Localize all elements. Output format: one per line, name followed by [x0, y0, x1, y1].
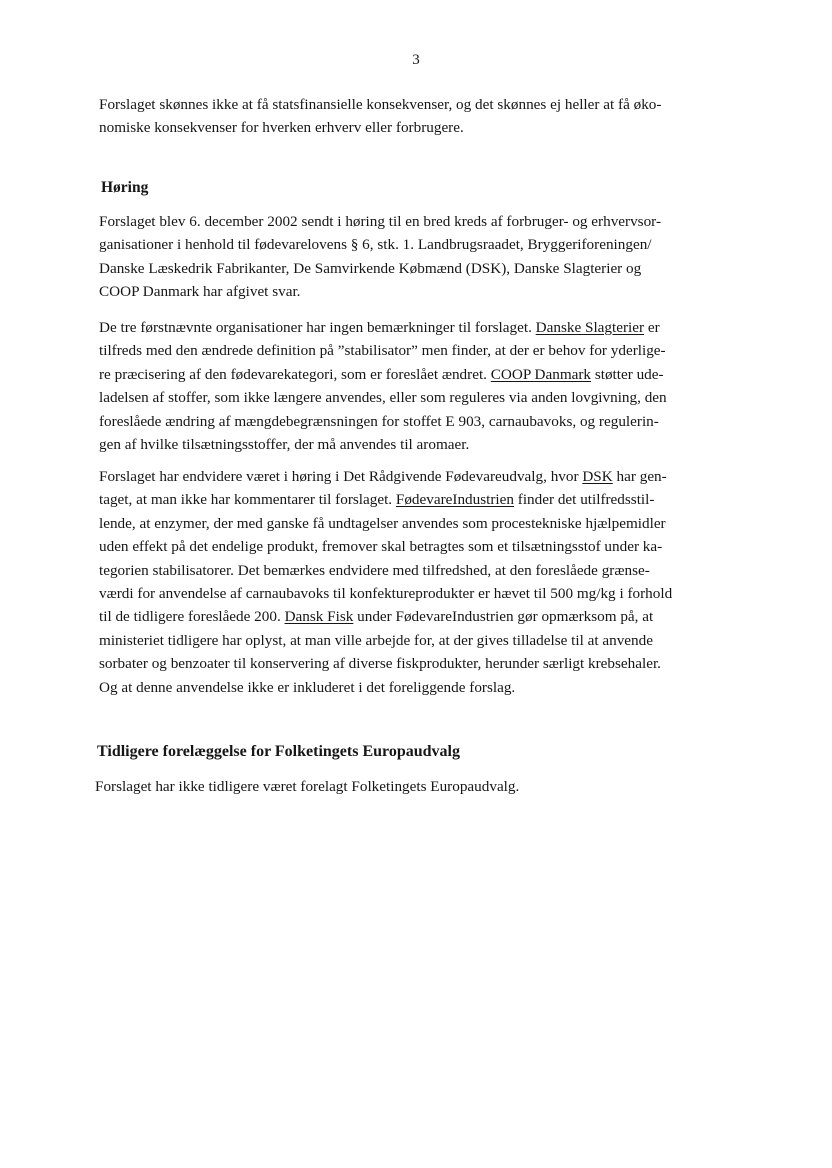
- text-segment: re præcisering af den fødevarekategori, som er foreslået ændret.: [99, 365, 491, 383]
- org-dansk-fisk: Dansk Fisk: [284, 608, 354, 626]
- page-number: 3: [412, 52, 420, 68]
- text-segment: De tre førstnævnte organisationer har ingen bemærkninger til forslaget.: [99, 319, 536, 336]
- text-line: [99, 316, 739, 339]
- text-line: Forslaget skønnes ikke at få statsfinansielle konsekvenser, og det skønnes ej heller at få øko-: [99, 96, 662, 113]
- horing-paragraph-3: [99, 465, 739, 699]
- text-line: sorbater og benzoater til konservering af diverse fiskprodukter, herunder særligt krebsehaler.: [99, 655, 661, 673]
- org-coop-danmark: COOP Danmark: [490, 365, 592, 383]
- text-segment: er: [644, 319, 660, 336]
- org-fodevareindustrien: FødevareIndustrien: [395, 491, 514, 509]
- section-heading-europaudvalg: Tidligere forelæggelse for Folketingets Europaudvalg: [97, 743, 460, 760]
- text-line: [99, 465, 739, 488]
- text-segment: under FødevareIndustrien gør opmærksom på, at: [353, 608, 654, 626]
- horing-paragraph-2: [99, 316, 739, 456]
- horing-paragraph-1: [99, 210, 739, 304]
- europaudvalg-paragraph: [95, 775, 735, 798]
- text-segment: støtter ude-: [591, 365, 664, 383]
- text-line: ministeriet tidligere har oplyst, at man ville arbejde for, at der gives tilladelse til at anvende: [99, 631, 653, 649]
- text-line: tilfreds med den ændrede definition på ”stabilisator” men finder, at der er behov for yderlige-: [99, 342, 666, 360]
- text-line: [99, 605, 739, 628]
- text-line: Danske Læskedrik Fabrikanter, De Samvirkende Købmænd (DSK), Danske Slagterier og: [99, 259, 642, 277]
- text-segment: til de tidligere foreslåede 200.: [99, 608, 285, 626]
- text-line: Forslaget blev 6. december 2002 sendt i høring til en bred kreds af forbruger- og erhvervsor-: [99, 213, 661, 230]
- text-segment: Forslaget har endvidere været i høring i Det Rådgivende Fødevareudvalg, hvor: [99, 468, 583, 485]
- text-line: [99, 488, 739, 511]
- text-line: foreslåede ændring af mængdebegrænsningen for stoffet E 903, carnaubavoks, og regulerin-: [99, 412, 659, 430]
- text-segment: har gen-: [612, 468, 667, 485]
- text-line: [99, 363, 739, 386]
- text-line: værdi for anvendelse af carnaubavoks til konfektureprodukter er hævet til 500 mg/kg i forhold: [99, 584, 673, 602]
- text-line: gen af hvilke tilsætningsstoffer, der må anvendes til aromaer.: [99, 435, 470, 453]
- text-segment: finder det utilfredsstil-: [513, 491, 655, 509]
- text-line: tegorien stabilisatorer. Det bemærkes endvidere med tilfredshed, at den foreslåede grænse-: [99, 561, 650, 579]
- text-line: nomiske konsekvenser for hverken erhverv eller forbrugere.: [99, 119, 464, 137]
- org-dsk: DSK: [582, 468, 613, 485]
- text-line: ladelsen af stoffer, som ikke længere anvendes, eller som reguleres via anden lovgivning, den: [99, 389, 667, 407]
- text-line: Forslaget har ikke tidligere været forelagt Folketingets Europaudvalg.: [95, 778, 520, 795]
- text-segment: taget, at man ikke har kommentarer til forslaget.: [99, 491, 396, 509]
- org-danske-slagterier: Danske Slagterier: [535, 319, 645, 336]
- text-line: lende, at enzymer, der med ganske få undtagelser anvendes som procestekniske hjælpemidler: [99, 514, 666, 532]
- intro-paragraph: [99, 93, 739, 140]
- text-line: uden effekt på det endelige produkt, fremover skal betragtes som et tilsætningsstof under ka-: [99, 538, 663, 556]
- text-line: Og at denne anvendelse ikke er inkluderet i det foreliggende forslag.: [99, 678, 516, 696]
- text-line: COOP Danmark har afgivet svar.: [99, 283, 301, 301]
- section-heading-horing: Høring: [101, 179, 149, 196]
- text-line: ganisationer i henhold til fødevarelovens § 6, stk. 1. Landbrugsraadet, Bryggeriforeningen/: [99, 236, 652, 254]
